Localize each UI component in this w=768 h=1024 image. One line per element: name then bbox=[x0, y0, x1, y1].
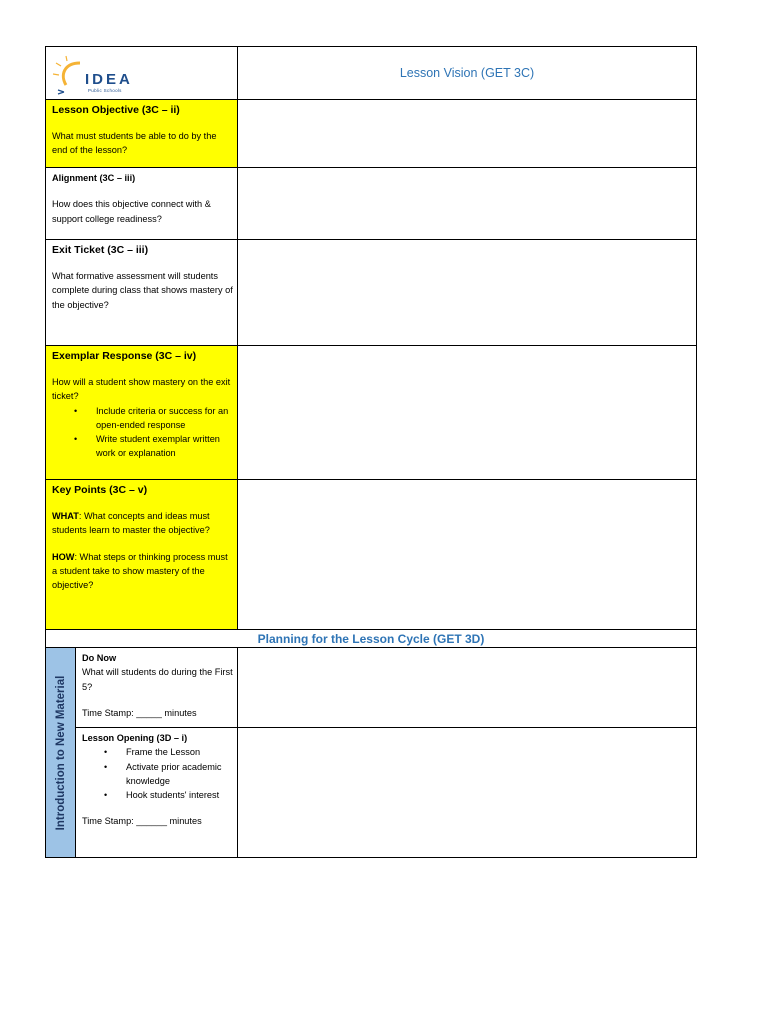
exemplar-prompt: How will a student show mastery on the exit ticket? bbox=[52, 377, 231, 402]
exit-ticket-heading: Exit Ticket (3C – iii) bbox=[52, 244, 149, 256]
exemplar-response-area[interactable] bbox=[238, 346, 697, 480]
lesson-opening-bullet-list bbox=[82, 745, 233, 802]
what-text: : What concepts and ideas must students learn to master the objective? bbox=[52, 511, 210, 536]
list-item: • Write student exemplar written work or explanation bbox=[96, 432, 233, 461]
do-now-label-cell bbox=[76, 648, 238, 728]
logo-tagline: Public Schools bbox=[88, 88, 122, 93]
logo-wordmark: IDEA bbox=[85, 71, 133, 88]
exit-ticket-response-area[interactable] bbox=[238, 240, 697, 346]
exemplar-heading: Exemplar Response (3C – iv) bbox=[52, 350, 197, 362]
section-side-label bbox=[46, 648, 76, 858]
how-text: : What steps or thinking process must a student take to show mastery of the objective? bbox=[52, 551, 228, 591]
key-points-heading: Key Points (3C – v) bbox=[52, 484, 148, 496]
section-label: Introduction to New Material bbox=[54, 675, 67, 830]
logo-cell bbox=[46, 47, 238, 100]
alignment-label-cell bbox=[46, 168, 238, 240]
planning-title: Planning for the Lesson Cycle (GET 3D) bbox=[257, 631, 485, 646]
list-item: • Include criteria or success for an open-ended response bbox=[96, 404, 233, 433]
exit-ticket-label-cell bbox=[46, 240, 238, 346]
list-item: • Activate prior academic knowledge bbox=[126, 760, 233, 789]
key-points-response-area[interactable] bbox=[238, 480, 697, 630]
sun-logo-icon bbox=[52, 53, 84, 97]
do-now-timestamp: Time Stamp: _____ minutes bbox=[82, 707, 197, 718]
do-now-response-area[interactable] bbox=[238, 648, 697, 728]
lesson-opening-heading: Lesson Opening (3D – i) bbox=[82, 733, 188, 743]
what-label: WHAT bbox=[52, 511, 79, 521]
exemplar-bullet-list bbox=[52, 404, 233, 461]
lesson-opening-label-cell bbox=[76, 728, 238, 858]
do-now-prompt: What will students do during the First 5? bbox=[82, 667, 233, 692]
lesson-opening-response-area[interactable] bbox=[238, 728, 697, 858]
key-points-how bbox=[52, 550, 233, 593]
how-label: HOW bbox=[52, 551, 75, 562]
lesson-vision-title: Lesson Vision (GET 3C) bbox=[399, 66, 535, 80]
idea-logo bbox=[46, 47, 237, 99]
key-points-label-cell bbox=[46, 480, 238, 630]
list-item: • Frame the Lesson bbox=[126, 745, 233, 759]
alignment-prompt: How does this objective connect with & support college readiness? bbox=[52, 199, 211, 224]
exit-ticket-prompt: What formative assessment will students complete during class that shows mastery of the objective? bbox=[52, 271, 233, 310]
objective-prompt: What must students be able to do by the end of the lesson? bbox=[52, 131, 217, 156]
exemplar-label-cell bbox=[46, 346, 238, 480]
objective-response-area[interactable] bbox=[238, 100, 697, 168]
lesson-cycle-table bbox=[45, 647, 697, 858]
do-now-heading: Do Now bbox=[82, 653, 117, 663]
lesson-opening-timestamp: Time Stamp: ______ minutes bbox=[82, 816, 202, 827]
lesson-vision-table bbox=[45, 46, 697, 648]
list-item: • Hook students' interest bbox=[126, 788, 233, 802]
alignment-response-area[interactable] bbox=[238, 168, 697, 240]
lesson-plan-sheet bbox=[45, 46, 696, 858]
alignment-heading: Alignment (3C – iii) bbox=[52, 173, 136, 183]
key-points-what bbox=[52, 509, 233, 538]
objective-heading: Lesson Objective (3C – ii) bbox=[52, 104, 180, 116]
objective-label-cell bbox=[46, 100, 238, 168]
